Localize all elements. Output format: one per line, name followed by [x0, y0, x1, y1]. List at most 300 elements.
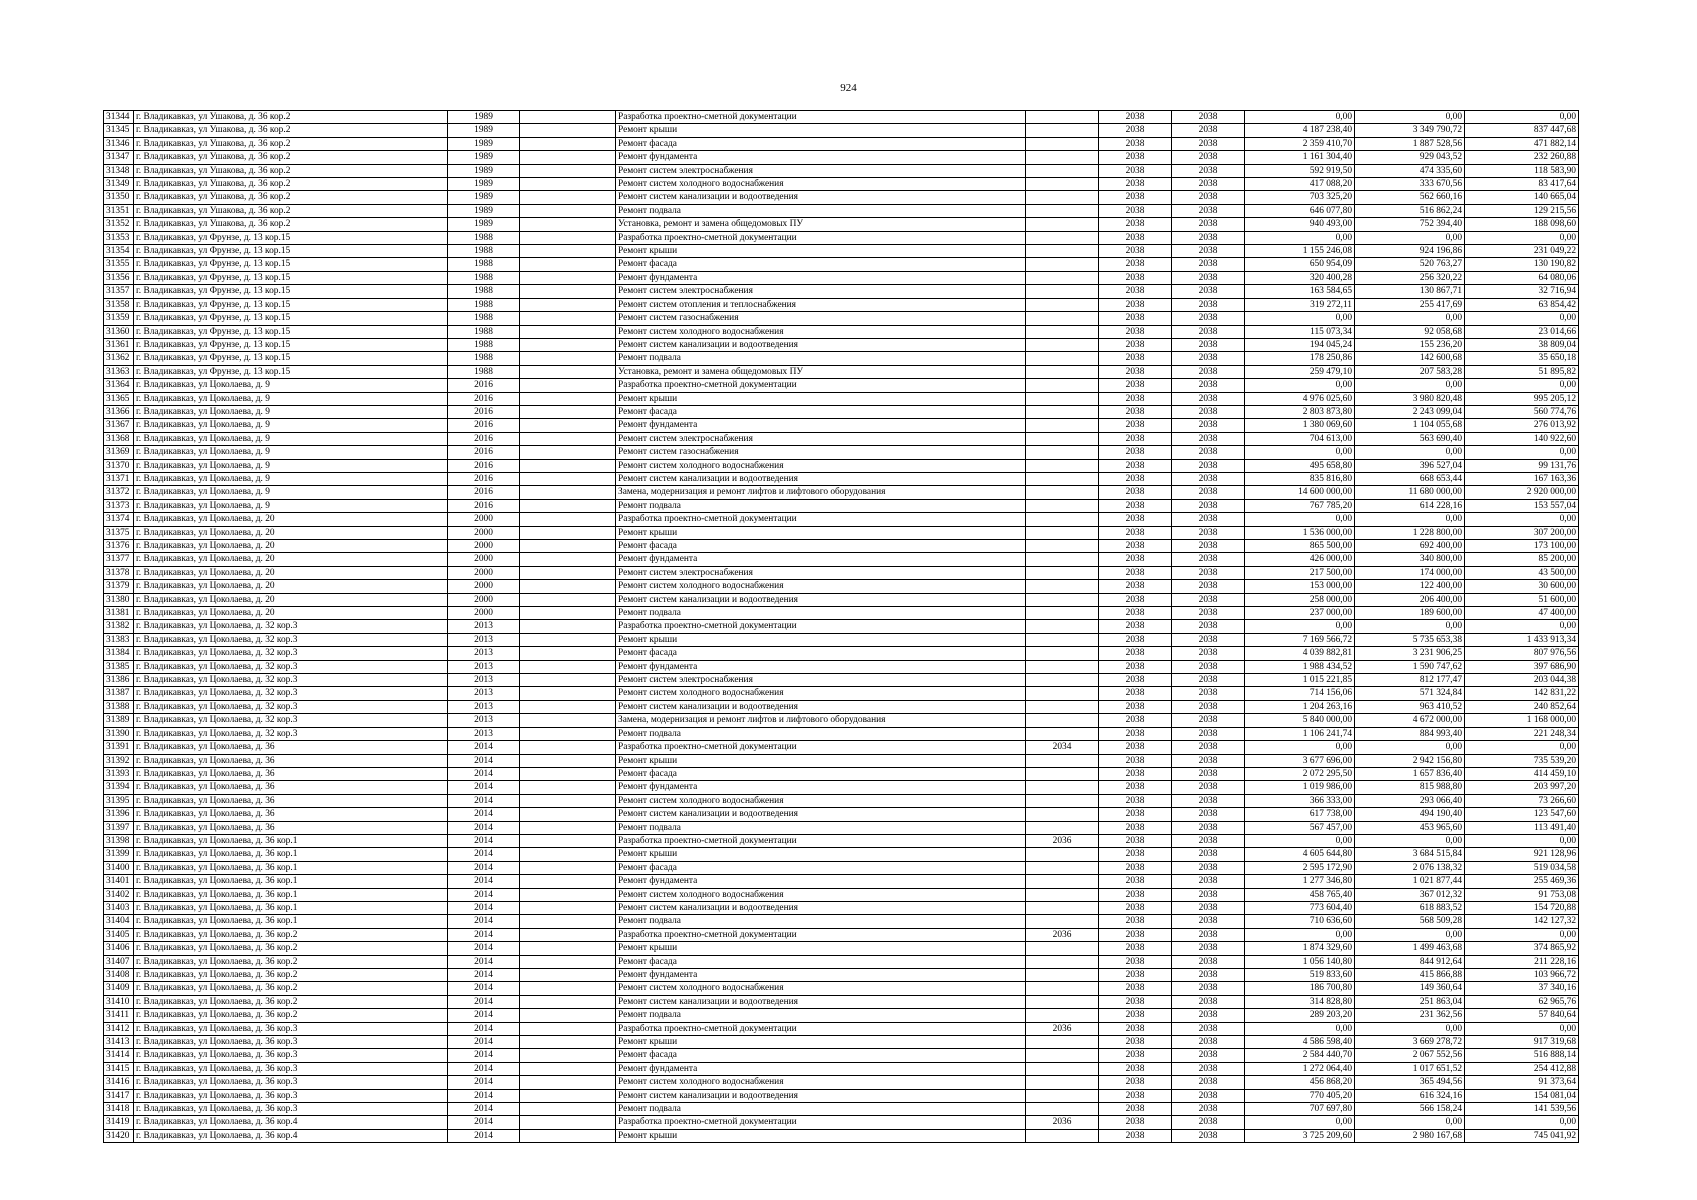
owner-cost-cell: 837 447,68 [1465, 124, 1579, 137]
planned-year-cell [1026, 526, 1099, 539]
row-number-cell: 31406 [104, 942, 134, 955]
address-cell: г. Владикавказ, ул Фрунзе, д. 13 кор.15 [134, 312, 448, 325]
end-year-cell: 2038 [1172, 446, 1245, 459]
owner-cost-cell: 37 340,16 [1465, 982, 1579, 995]
build-year-cell: 2013 [448, 620, 520, 633]
table-row [104, 459, 1579, 472]
table-row [104, 593, 1579, 606]
total-cost-cell: 704 613,00 [1245, 432, 1355, 445]
fund-cost-cell: 11 680 000,00 [1355, 486, 1465, 499]
empty-cell [520, 995, 616, 1008]
fund-cost-cell: 396 527,04 [1355, 459, 1465, 472]
end-year-cell: 2038 [1172, 1036, 1245, 1049]
start-year-cell: 2038 [1099, 942, 1172, 955]
work-type-cell: Разработка проектно-сметной документации [616, 834, 1026, 847]
planned-year-cell [1026, 459, 1099, 472]
planned-year-cell [1026, 137, 1099, 150]
end-year-cell: 2038 [1172, 245, 1245, 258]
total-cost-cell: 5 840 000,00 [1245, 714, 1355, 727]
total-cost-cell: 1 272 064,40 [1245, 1062, 1355, 1075]
end-year-cell: 2038 [1172, 875, 1245, 888]
end-year-cell: 2038 [1172, 647, 1245, 660]
start-year-cell: 2038 [1099, 499, 1172, 512]
start-year-cell: 2038 [1099, 888, 1172, 901]
empty-cell [520, 1129, 616, 1142]
end-year-cell: 2038 [1172, 901, 1245, 914]
planned-year-cell [1026, 620, 1099, 633]
work-type-cell: Ремонт подвала [616, 352, 1026, 365]
address-cell: г. Владикавказ, ул Цоколаева, д. 32 кор.3 [134, 687, 448, 700]
total-cost-cell: 2 584 440,70 [1245, 1049, 1355, 1062]
fund-cost-cell: 0,00 [1355, 834, 1465, 847]
empty-cell [520, 486, 616, 499]
end-year-cell: 2038 [1172, 271, 1245, 284]
work-type-cell: Ремонт систем холодного водоснабжения [616, 794, 1026, 807]
start-year-cell: 2038 [1099, 231, 1172, 244]
address-cell: г. Владикавказ, ул Фрунзе, д. 13 кор.15 [134, 271, 448, 284]
total-cost-cell: 456 868,20 [1245, 1076, 1355, 1089]
work-type-cell: Ремонт фасада [616, 405, 1026, 418]
total-cost-cell: 237 000,00 [1245, 607, 1355, 620]
fund-cost-cell: 142 600,68 [1355, 352, 1465, 365]
start-year-cell: 2038 [1099, 674, 1172, 687]
owner-cost-cell: 735 539,20 [1465, 754, 1579, 767]
work-type-cell: Разработка проектно-сметной документации [616, 620, 1026, 633]
work-type-cell: Ремонт крыши [616, 1129, 1026, 1142]
row-number-cell: 31363 [104, 365, 134, 378]
owner-cost-cell: 0,00 [1465, 513, 1579, 526]
table-row [104, 620, 1579, 633]
owner-cost-cell: 64 080,06 [1465, 271, 1579, 284]
row-number-cell: 31419 [104, 1116, 134, 1129]
row-number-cell: 31396 [104, 808, 134, 821]
table-row [104, 955, 1579, 968]
fund-cost-cell: 2 076 138,32 [1355, 861, 1465, 874]
planned-year-cell [1026, 1089, 1099, 1102]
fund-cost-cell: 924 196,86 [1355, 245, 1465, 258]
address-cell: г. Владикавказ, ул Цоколаева, д. 36 кор.1 [134, 888, 448, 901]
start-year-cell: 2038 [1099, 553, 1172, 566]
row-number-cell: 31417 [104, 1089, 134, 1102]
page-number: 924 [840, 82, 857, 94]
build-year-cell: 2014 [448, 848, 520, 861]
planned-year-cell [1026, 1036, 1099, 1049]
work-type-cell: Ремонт подвала [616, 499, 1026, 512]
start-year-cell: 2038 [1099, 875, 1172, 888]
address-cell: г. Владикавказ, ул Цоколаева, д. 9 [134, 459, 448, 472]
start-year-cell: 2038 [1099, 700, 1172, 713]
start-year-cell: 2038 [1099, 781, 1172, 794]
total-cost-cell: 3 725 209,60 [1245, 1129, 1355, 1142]
empty-cell [520, 111, 616, 124]
fund-cost-cell: 0,00 [1355, 928, 1465, 941]
fund-cost-cell: 0,00 [1355, 620, 1465, 633]
empty-cell [520, 137, 616, 150]
owner-cost-cell: 0,00 [1465, 446, 1579, 459]
start-year-cell: 2038 [1099, 995, 1172, 1008]
build-year-cell: 2014 [448, 942, 520, 955]
total-cost-cell: 0,00 [1245, 446, 1355, 459]
planned-year-cell [1026, 499, 1099, 512]
start-year-cell: 2038 [1099, 607, 1172, 620]
work-type-cell: Разработка проектно-сметной документации [616, 379, 1026, 392]
total-cost-cell: 458 765,40 [1245, 888, 1355, 901]
row-number-cell: 31377 [104, 553, 134, 566]
empty-cell [520, 271, 616, 284]
planned-year-cell [1026, 178, 1099, 191]
owner-cost-cell: 1 433 913,34 [1465, 633, 1579, 646]
planned-year-cell [1026, 231, 1099, 244]
total-cost-cell: 0,00 [1245, 312, 1355, 325]
row-number-cell: 31398 [104, 834, 134, 847]
empty-cell [520, 607, 616, 620]
total-cost-cell: 703 325,20 [1245, 191, 1355, 204]
empty-cell [520, 1009, 616, 1022]
end-year-cell: 2038 [1172, 995, 1245, 1008]
table-row [104, 499, 1579, 512]
fund-cost-cell: 293 066,40 [1355, 794, 1465, 807]
table-row [104, 808, 1579, 821]
start-year-cell: 2038 [1099, 446, 1172, 459]
owner-cost-cell: 91 373,64 [1465, 1076, 1579, 1089]
planned-year-cell [1026, 607, 1099, 620]
row-number-cell: 31420 [104, 1129, 134, 1142]
planned-year-cell [1026, 580, 1099, 593]
work-type-cell: Разработка проектно-сметной документации [616, 1022, 1026, 1035]
empty-cell [520, 124, 616, 137]
end-year-cell: 2038 [1172, 1062, 1245, 1075]
work-type-cell: Ремонт систем электроснабжения [616, 285, 1026, 298]
address-cell: г. Владикавказ, ул Цоколаева, д. 36 [134, 754, 448, 767]
address-cell: г. Владикавказ, ул Цоколаева, д. 36 кор.1 [134, 901, 448, 914]
table-row [104, 513, 1579, 526]
start-year-cell: 2038 [1099, 901, 1172, 914]
owner-cost-cell: 118 583,90 [1465, 164, 1579, 177]
build-year-cell: 2014 [448, 1062, 520, 1075]
table-row [104, 888, 1579, 901]
planned-year-cell [1026, 312, 1099, 325]
owner-cost-cell: 85 200,00 [1465, 553, 1579, 566]
row-number-cell: 31366 [104, 405, 134, 418]
empty-cell [520, 405, 616, 418]
start-year-cell: 2038 [1099, 486, 1172, 499]
owner-cost-cell: 0,00 [1465, 111, 1579, 124]
build-year-cell: 2014 [448, 875, 520, 888]
build-year-cell: 2014 [448, 741, 520, 754]
build-year-cell: 2000 [448, 580, 520, 593]
empty-cell [520, 767, 616, 780]
owner-cost-cell: 995 205,12 [1465, 392, 1579, 405]
address-cell: г. Владикавказ, ул Цоколаева, д. 36 [134, 741, 448, 754]
table-row [104, 191, 1579, 204]
total-cost-cell: 186 700,80 [1245, 982, 1355, 995]
end-year-cell: 2038 [1172, 593, 1245, 606]
table-row [104, 861, 1579, 874]
empty-cell [520, 513, 616, 526]
empty-cell [520, 1022, 616, 1035]
address-cell: г. Владикавказ, ул Фрунзе, д. 13 кор.15 [134, 365, 448, 378]
owner-cost-cell: 917 319,68 [1465, 1036, 1579, 1049]
build-year-cell: 2016 [448, 459, 520, 472]
total-cost-cell: 646 077,80 [1245, 204, 1355, 217]
work-type-cell: Ремонт фундамента [616, 151, 1026, 164]
start-year-cell: 2038 [1099, 1049, 1172, 1062]
work-type-cell: Установка, ремонт и замена общедомовых ПУ [616, 218, 1026, 231]
empty-cell [520, 1036, 616, 1049]
planned-year-cell [1026, 218, 1099, 231]
build-year-cell: 2000 [448, 593, 520, 606]
work-type-cell: Ремонт систем холодного водоснабжения [616, 687, 1026, 700]
total-cost-cell: 865 500,00 [1245, 540, 1355, 553]
empty-cell [520, 392, 616, 405]
end-year-cell: 2038 [1172, 124, 1245, 137]
row-number-cell: 31397 [104, 821, 134, 834]
start-year-cell: 2038 [1099, 540, 1172, 553]
fund-cost-cell: 1 499 463,68 [1355, 942, 1465, 955]
build-year-cell: 2014 [448, 1036, 520, 1049]
address-cell: г. Владикавказ, ул Цоколаева, д. 36 кор.4 [134, 1129, 448, 1142]
table-row [104, 285, 1579, 298]
build-year-cell: 1989 [448, 137, 520, 150]
total-cost-cell: 0,00 [1245, 1116, 1355, 1129]
empty-cell [520, 982, 616, 995]
fund-cost-cell: 1 590 747,62 [1355, 660, 1465, 673]
end-year-cell: 2038 [1172, 794, 1245, 807]
work-type-cell: Ремонт систем холодного водоснабжения [616, 1076, 1026, 1089]
start-year-cell: 2038 [1099, 1009, 1172, 1022]
owner-cost-cell: 23 014,66 [1465, 325, 1579, 338]
empty-cell [520, 687, 616, 700]
build-year-cell: 2000 [448, 540, 520, 553]
row-number-cell: 31351 [104, 204, 134, 217]
table-row [104, 687, 1579, 700]
start-year-cell: 2038 [1099, 1103, 1172, 1116]
planned-year-cell [1026, 781, 1099, 794]
empty-cell [520, 660, 616, 673]
table-row [104, 767, 1579, 780]
empty-cell [520, 553, 616, 566]
build-year-cell: 2016 [448, 499, 520, 512]
planned-year-cell [1026, 540, 1099, 553]
owner-cost-cell: 0,00 [1465, 1116, 1579, 1129]
table-row [104, 1076, 1579, 1089]
end-year-cell: 2038 [1172, 821, 1245, 834]
owner-cost-cell: 173 100,00 [1465, 540, 1579, 553]
address-cell: г. Владикавказ, ул Цоколаева, д. 9 [134, 392, 448, 405]
fund-cost-cell: 3 669 278,72 [1355, 1036, 1465, 1049]
fund-cost-cell: 207 583,28 [1355, 365, 1465, 378]
row-number-cell: 31386 [104, 674, 134, 687]
build-year-cell: 2016 [448, 446, 520, 459]
empty-cell [520, 419, 616, 432]
work-type-cell: Ремонт подвала [616, 727, 1026, 740]
total-cost-cell: 0,00 [1245, 620, 1355, 633]
address-cell: г. Владикавказ, ул Цоколаева, д. 32 кор.3 [134, 700, 448, 713]
build-year-cell: 2014 [448, 915, 520, 928]
build-year-cell: 2014 [448, 834, 520, 847]
end-year-cell: 2038 [1172, 687, 1245, 700]
build-year-cell: 2016 [448, 486, 520, 499]
fund-cost-cell: 963 410,52 [1355, 700, 1465, 713]
row-number-cell: 31385 [104, 660, 134, 673]
empty-cell [520, 928, 616, 941]
empty-cell [520, 915, 616, 928]
work-type-cell: Ремонт систем канализации и водоотведения [616, 901, 1026, 914]
total-cost-cell: 0,00 [1245, 513, 1355, 526]
row-number-cell: 31369 [104, 446, 134, 459]
address-cell: г. Владикавказ, ул Цоколаева, д. 32 кор.3 [134, 714, 448, 727]
build-year-cell: 2014 [448, 1009, 520, 1022]
table-row [104, 379, 1579, 392]
start-year-cell: 2038 [1099, 821, 1172, 834]
empty-cell [520, 821, 616, 834]
address-cell: г. Владикавказ, ул Ушакова, д. 36 кор.2 [134, 218, 448, 231]
owner-cost-cell: 0,00 [1465, 312, 1579, 325]
build-year-cell: 1989 [448, 151, 520, 164]
work-type-cell: Ремонт систем канализации и водоотведения [616, 1089, 1026, 1102]
row-number-cell: 31376 [104, 540, 134, 553]
work-type-cell: Ремонт крыши [616, 526, 1026, 539]
fund-cost-cell: 884 993,40 [1355, 727, 1465, 740]
start-year-cell: 2038 [1099, 969, 1172, 982]
empty-cell [520, 245, 616, 258]
build-year-cell: 1989 [448, 178, 520, 191]
start-year-cell: 2038 [1099, 405, 1172, 418]
end-year-cell: 2038 [1172, 580, 1245, 593]
row-number-cell: 31383 [104, 633, 134, 646]
work-type-cell: Ремонт систем электроснабжения [616, 566, 1026, 579]
work-type-cell: Разработка проектно-сметной документации [616, 111, 1026, 124]
table-row [104, 486, 1579, 499]
build-year-cell: 2016 [448, 432, 520, 445]
end-year-cell: 2038 [1172, 1089, 1245, 1102]
end-year-cell: 2038 [1172, 392, 1245, 405]
end-year-cell: 2038 [1172, 432, 1245, 445]
total-cost-cell: 1 161 304,40 [1245, 151, 1355, 164]
owner-cost-cell: 1 168 000,00 [1465, 714, 1579, 727]
address-cell: г. Владикавказ, ул Цоколаева, д. 36 кор.3 [134, 1062, 448, 1075]
total-cost-cell: 770 405,20 [1245, 1089, 1355, 1102]
table-row [104, 446, 1579, 459]
build-year-cell: 2013 [448, 674, 520, 687]
table-row [104, 405, 1579, 418]
fund-cost-cell: 752 394,40 [1355, 218, 1465, 231]
fund-cost-cell: 92 058,68 [1355, 325, 1465, 338]
start-year-cell: 2038 [1099, 580, 1172, 593]
planned-year-cell [1026, 285, 1099, 298]
table-row [104, 419, 1579, 432]
table-row [104, 700, 1579, 713]
owner-cost-cell: 113 491,40 [1465, 821, 1579, 834]
owner-cost-cell: 103 966,72 [1465, 969, 1579, 982]
address-cell: г. Владикавказ, ул Цоколаева, д. 36 кор.2 [134, 942, 448, 955]
start-year-cell: 2038 [1099, 338, 1172, 351]
row-number-cell: 31412 [104, 1022, 134, 1035]
table-row [104, 566, 1579, 579]
fund-cost-cell: 618 883,52 [1355, 901, 1465, 914]
address-cell: г. Владикавказ, ул Цоколаева, д. 36 [134, 781, 448, 794]
empty-cell [520, 472, 616, 485]
work-type-cell: Ремонт крыши [616, 124, 1026, 137]
total-cost-cell: 4 187 238,40 [1245, 124, 1355, 137]
end-year-cell: 2038 [1172, 1129, 1245, 1142]
start-year-cell: 2038 [1099, 124, 1172, 137]
end-year-cell: 2038 [1172, 1049, 1245, 1062]
planned-year-cell [1026, 888, 1099, 901]
work-type-cell: Ремонт систем холодного водоснабжения [616, 178, 1026, 191]
start-year-cell: 2038 [1099, 178, 1172, 191]
end-year-cell: 2038 [1172, 352, 1245, 365]
work-type-cell: Ремонт фундамента [616, 419, 1026, 432]
row-number-cell: 31346 [104, 137, 134, 150]
start-year-cell: 2038 [1099, 794, 1172, 807]
work-type-cell: Ремонт подвала [616, 607, 1026, 620]
address-cell: г. Владикавказ, ул Фрунзе, д. 13 кор.15 [134, 245, 448, 258]
start-year-cell: 2038 [1099, 191, 1172, 204]
table-row [104, 526, 1579, 539]
end-year-cell: 2038 [1172, 151, 1245, 164]
start-year-cell: 2038 [1099, 1089, 1172, 1102]
empty-cell [520, 540, 616, 553]
table-row [104, 164, 1579, 177]
owner-cost-cell: 471 882,14 [1465, 137, 1579, 150]
planned-year-cell [1026, 365, 1099, 378]
planned-year-cell [1026, 915, 1099, 928]
owner-cost-cell: 35 650,18 [1465, 352, 1579, 365]
planned-year-cell [1026, 553, 1099, 566]
empty-cell [520, 285, 616, 298]
total-cost-cell: 592 919,50 [1245, 164, 1355, 177]
start-year-cell: 2038 [1099, 392, 1172, 405]
table-row [104, 1129, 1579, 1142]
table-row [104, 137, 1579, 150]
planned-year-cell [1026, 687, 1099, 700]
row-number-cell: 31353 [104, 231, 134, 244]
work-type-cell: Ремонт систем электроснабжения [616, 432, 1026, 445]
end-year-cell: 2038 [1172, 111, 1245, 124]
owner-cost-cell: 516 888,14 [1465, 1049, 1579, 1062]
fund-cost-cell: 2 243 099,04 [1355, 405, 1465, 418]
work-type-cell: Ремонт фасада [616, 137, 1026, 150]
build-year-cell: 2016 [448, 392, 520, 405]
build-year-cell: 1989 [448, 111, 520, 124]
build-year-cell: 2014 [448, 928, 520, 941]
table-row [104, 312, 1579, 325]
end-year-cell: 2038 [1172, 553, 1245, 566]
address-cell: г. Владикавказ, ул Цоколаева, д. 9 [134, 405, 448, 418]
address-cell: г. Владикавказ, ул Ушакова, д. 36 кор.2 [134, 137, 448, 150]
total-cost-cell: 495 658,80 [1245, 459, 1355, 472]
owner-cost-cell: 0,00 [1465, 928, 1579, 941]
build-year-cell: 2016 [448, 472, 520, 485]
row-number-cell: 31414 [104, 1049, 134, 1062]
work-type-cell: Ремонт фасада [616, 955, 1026, 968]
end-year-cell: 2038 [1172, 258, 1245, 271]
address-cell: г. Владикавказ, ул Цоколаева, д. 36 [134, 821, 448, 834]
address-cell: г. Владикавказ, ул Цоколаева, д. 36 кор.3 [134, 1103, 448, 1116]
table-row [104, 942, 1579, 955]
row-number-cell: 31379 [104, 580, 134, 593]
fund-cost-cell: 1 017 651,52 [1355, 1062, 1465, 1075]
start-year-cell: 2038 [1099, 767, 1172, 780]
planned-year-cell [1026, 727, 1099, 740]
owner-cost-cell: 142 831,22 [1465, 687, 1579, 700]
owner-cost-cell: 276 013,92 [1465, 419, 1579, 432]
build-year-cell: 1988 [448, 285, 520, 298]
empty-cell [520, 164, 616, 177]
end-year-cell: 2038 [1172, 325, 1245, 338]
empty-cell [520, 955, 616, 968]
